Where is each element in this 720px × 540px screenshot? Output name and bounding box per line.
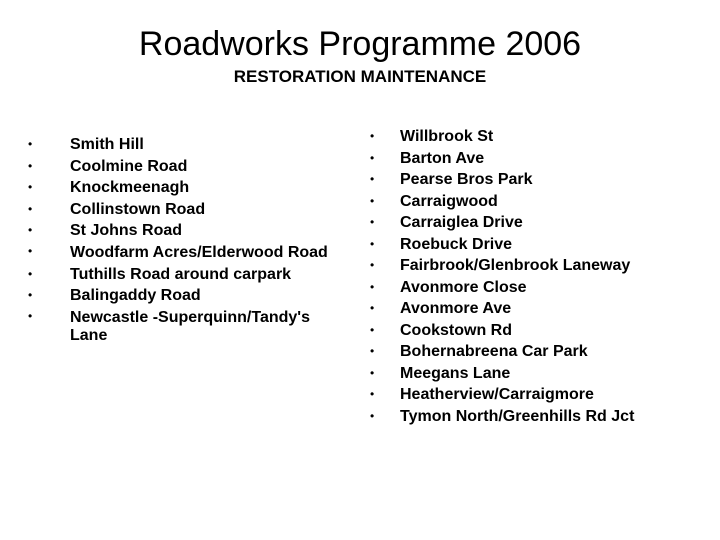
- page-subtitle: RESTORATION MAINTENANCE: [233, 67, 487, 86]
- bullet-icon: •: [370, 193, 375, 208]
- list-item: [370, 234, 710, 256]
- road-name: Woodfarm Acres/Elderwood Road: [70, 243, 328, 261]
- bullet-icon: •: [28, 158, 33, 173]
- road-name: Coolmine Road: [70, 157, 188, 175]
- list-item: [28, 264, 346, 286]
- bullet-icon: •: [370, 344, 375, 358]
- road-name: Heatherview/Carraigmore: [400, 386, 594, 403]
- list-item: [28, 177, 346, 199]
- bullet-icon: •: [370, 301, 375, 315]
- road-name: Meegans Lane: [400, 364, 511, 382]
- list-item: [370, 320, 710, 342]
- bullet-icon: •: [28, 180, 33, 194]
- bullet-icon: •: [370, 279, 375, 294]
- road-name: Avonmore Close: [400, 278, 527, 296]
- bullet-icon: •: [370, 150, 375, 165]
- bullet-icon: •: [370, 258, 375, 272]
- bullet-icon: •: [370, 236, 375, 251]
- road-name: Roebuck Drive: [400, 235, 513, 253]
- list-item: [370, 363, 710, 385]
- bullet-icon: •: [370, 387, 375, 401]
- road-name: Barton Ave: [400, 149, 485, 167]
- list-item: [370, 169, 710, 191]
- list-item: [370, 341, 710, 363]
- road-name: Willbrook St: [400, 128, 494, 145]
- bullet-icon: •: [28, 201, 33, 216]
- list-item: [28, 199, 346, 221]
- road-name: St Johns Road: [70, 222, 183, 239]
- road-name: Cookstown Rd: [400, 321, 512, 339]
- list-item: [370, 255, 710, 277]
- bullet-icon: •: [28, 266, 33, 281]
- list-item: [28, 156, 346, 178]
- list-item: [370, 298, 710, 320]
- bullet-icon: •: [28, 288, 33, 302]
- road-name: Pearse Bros Park: [400, 171, 533, 188]
- road-name: Balingaddy Road: [70, 287, 201, 304]
- list-item: [28, 134, 346, 156]
- road-name: Collinstown Road: [70, 200, 206, 218]
- road-name: Fairbrook/Glenbrook Laneway: [400, 257, 631, 274]
- bullet-icon: •: [28, 243, 33, 258]
- road-name: Tymon North/Greenhills Rd Jct: [400, 407, 635, 425]
- list-item: [370, 212, 710, 234]
- bullet-icon: •: [28, 223, 33, 237]
- bullet-icon: •: [28, 308, 33, 323]
- list-item: [28, 220, 346, 242]
- bullet-icon: •: [370, 322, 375, 337]
- bullet-icon: •: [370, 408, 375, 423]
- bullet-icon: •: [28, 137, 33, 151]
- list-item: [370, 406, 710, 428]
- list-item: [370, 126, 710, 148]
- list-item: [28, 307, 346, 347]
- road-name: Bohernabreena Car Park: [400, 343, 588, 360]
- road-name: Carraigwood: [400, 192, 498, 210]
- bullet-icon: •: [370, 129, 375, 143]
- list-item: [28, 242, 346, 264]
- list-item: [370, 277, 710, 299]
- road-name: Carraiglea Drive: [400, 214, 523, 231]
- bullet-icon: •: [370, 365, 375, 380]
- list-item: [28, 285, 346, 307]
- road-name: Newcastle -Superquinn/Tandy's Lane: [70, 308, 310, 344]
- list-item: [370, 148, 710, 170]
- road-name: Avonmore Ave: [400, 300, 512, 317]
- left-road-list: [28, 134, 346, 347]
- road-name: Knockmeenagh: [70, 179, 190, 196]
- bullet-icon: •: [370, 172, 375, 186]
- list-item: [370, 384, 710, 406]
- right-road-list: [370, 126, 710, 427]
- road-name: Smith Hill: [70, 136, 144, 153]
- list-item: [370, 191, 710, 213]
- bullet-icon: •: [370, 215, 375, 229]
- road-name: Tuthills Road around carpark: [70, 265, 292, 283]
- page-title: Roadworks Programme 2006: [138, 25, 582, 63]
